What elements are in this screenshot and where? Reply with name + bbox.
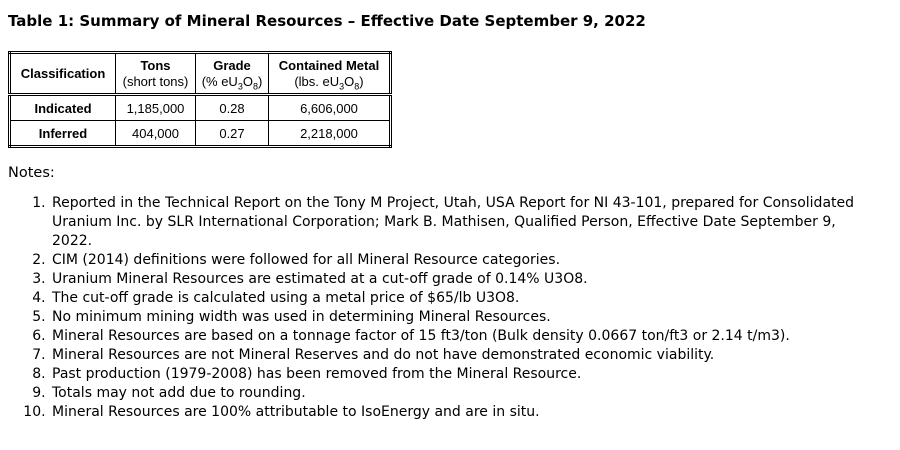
note-item-2: 2. CIM (2014) definitions were followed for all Mineral Resource categories. [50, 251, 856, 270]
cell-contained-metal: 2,218,000 [269, 121, 391, 147]
cell-classification: Inferred [10, 121, 116, 147]
unit-subscript: 8 [252, 81, 258, 92]
mineral-resources-table [8, 51, 392, 148]
notes-heading: Notes: [8, 165, 55, 181]
col-header-grade [196, 53, 269, 95]
notes-list [8, 194, 856, 422]
unit-text-part: ) [359, 74, 364, 89]
unit-text-part: (lbs. eU [294, 74, 340, 89]
unit-subscript: 8 [354, 81, 360, 92]
col-header-tons [116, 53, 196, 95]
col-header-tons-title: Tons [140, 58, 171, 73]
col-header-contained-metal [269, 53, 391, 95]
unit-text-part: O [242, 74, 253, 89]
cell-classification: Indicated [10, 95, 116, 121]
col-header-grade-title: Grade [213, 58, 251, 73]
table-row-inferred [10, 121, 391, 147]
note-item-1: 1. Reported in the Technical Report on the Tony M Project, Utah, USA Report for NI 43-101, prepared for Consolidated Uranium Inc. by SLR International Corporation; Mark B. Mathisen, Qualified Person, Effective Date September 9, 2022. [50, 194, 856, 251]
cell-grade: 0.28 [196, 95, 269, 121]
cell-tons: 404,000 [116, 121, 196, 147]
unit-subscript: 3 [237, 81, 243, 92]
col-header-tons-unit: (short tons) [122, 74, 189, 89]
table-header-row [10, 53, 391, 95]
unit-text-part: ) [257, 74, 263, 89]
cell-tons: 1,185,000 [116, 95, 196, 121]
note-item-10: 10. Mineral Resources are 100% attributable to IsoEnergy and are in situ. [50, 403, 856, 422]
cell-grade: 0.27 [196, 121, 269, 147]
col-header-contained-metal-unit [273, 74, 385, 92]
note-item-4: 4. The cut-off grade is calculated using a metal price of $65/lb U3O8. [50, 289, 856, 308]
note-item-3: 3. Uranium Mineral Resources are estimated at a cut-off grade of 0.14% U3O8. [50, 270, 856, 289]
note-item-5: 5. No minimum mining width was used in determining Mineral Resources. [50, 308, 856, 327]
note-item-7: 7. Mineral Resources are not Mineral Reserves and do not have demonstrated economic viability. [50, 346, 856, 365]
unit-text-part: O [344, 74, 355, 89]
col-header-grade-unit [200, 74, 264, 92]
unit-subscript: 3 [339, 81, 345, 92]
table-row-indicated [10, 95, 391, 121]
note-item-9: 9. Totals may not add due to rounding. [50, 384, 856, 403]
col-header-contained-metal-title: Contained Metal [278, 58, 380, 73]
cell-contained-metal: 6,606,000 [269, 95, 391, 121]
page-title: Table 1: Summary of Mineral Resources – Effective Date September 9, 2022 [8, 12, 646, 30]
unit-text-part: (% eU [201, 74, 238, 89]
note-item-6: 6. Mineral Resources are based on a tonnage factor of 15 ft3/ton (Bulk density 0.0667 ton/ft3 or 2.14 t/m3). [50, 327, 856, 346]
col-header-classification: Classification [10, 53, 116, 95]
note-item-8: 8. Past production (1979-2008) has been removed from the Mineral Resource. [50, 365, 856, 384]
